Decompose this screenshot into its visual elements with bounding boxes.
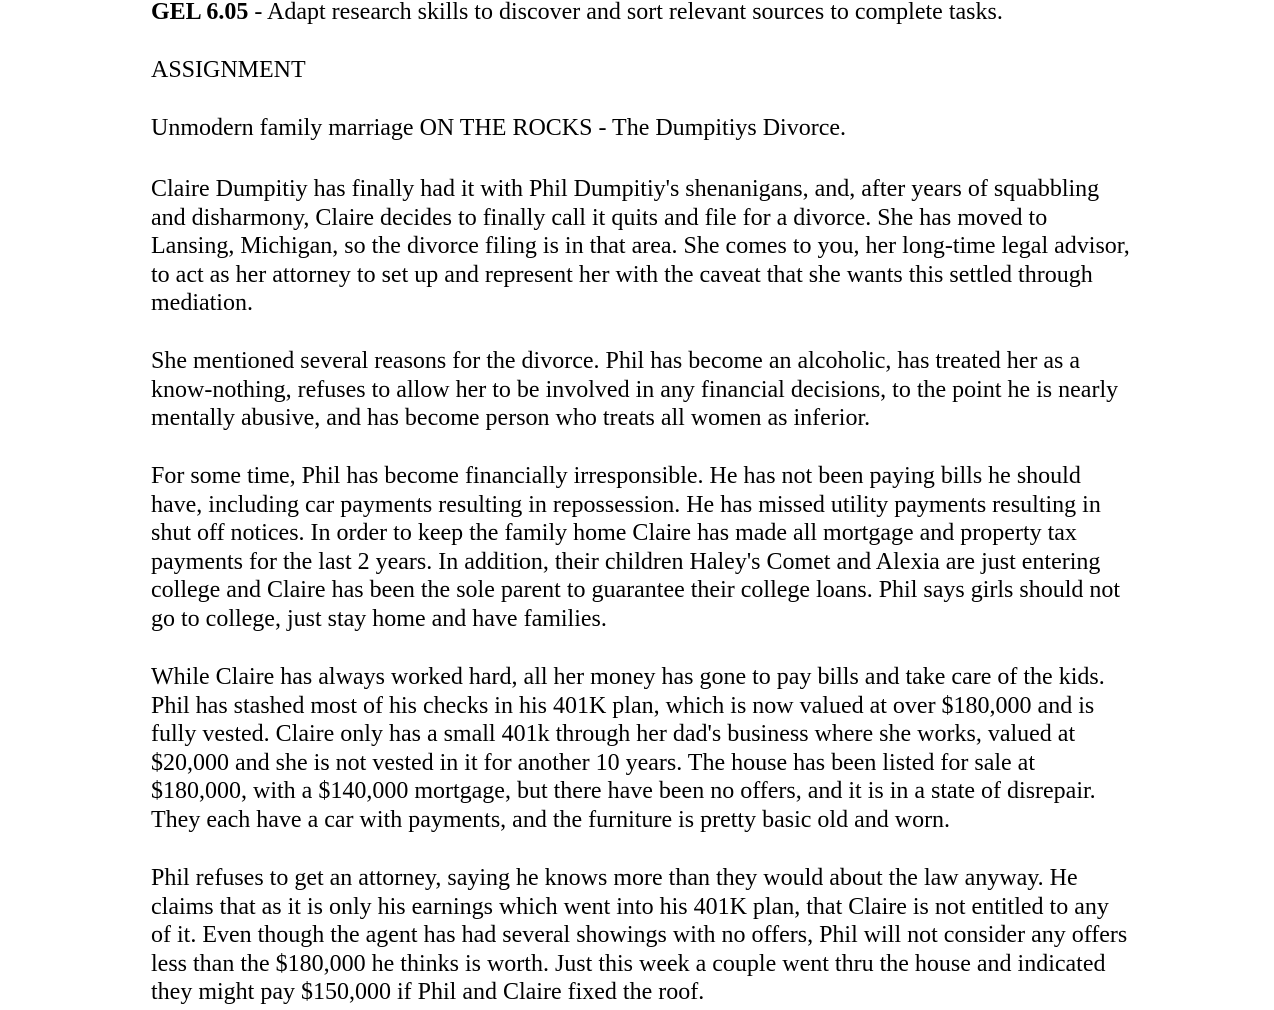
assignment-heading: ASSIGNMENT: [151, 57, 306, 83]
paragraph-reasons: She mentioned several reasons for the divorce. Phil has become an alcoholic, has treated her as a know-nothing, refuses to allow her to be involved in any financial decisions, to the point he is nearly mentally abusive, and has become person who treats all women as inferior.: [151, 348, 1119, 431]
learning-outcome-line: [151, 0, 1003, 27]
outcome-description: Adapt research skills to discover and sort relevant sources to complete tasks.: [267, 0, 1003, 25]
outcome-code: GEL 6.05: [151, 0, 249, 25]
paragraph-assets: While Claire has always worked hard, all her money has gone to pay bills and take care of the kids. Phil has stashed most of his checks in his 401K plan, which is now valued at over $180,000 and is fully vested. Claire only has a small 401k through her dad's business where she works, valued at $20,000 and she is not vested in it for another 10 years. The house has been listed for sale at $180,000, with a $140,000 mortgage, but there have been no offers, and it is in a state of disrepair. They each have a car with payments, and the furniture is pretty basic old and worn.: [151, 664, 1105, 833]
case-title: Unmodern family marriage ON THE ROCKS - The Dumpitiys Divorce.: [151, 115, 846, 141]
paragraph-phil-position: Phil refuses to get an attorney, saying he knows more than they would about the law anyway. He claims that as it is only his earnings which went into his 401K plan, that Claire is not entitled to any of it. Even though the agent has had several showings with no offers, Phil will not consider any offers less than the $180,000 he thinks is worth. Just this week a couple went thru the house and indicated they might pay $150,000 if Phil and Claire fixed the roof.: [151, 865, 1128, 1005]
paragraph-background: Claire Dumpitiy has finally had it with Phil Dumpitiy's shenanigans, and, after years of squabbling and disharmony, Claire decides to finally call it quits and file for a divorce. She has moved to Lansing, Michigan, so the divorce filing is in that area. She comes to you, her long-time legal advisor, to act as her attorney to set up and represent her with the caveat that she wants this settled through mediation.: [151, 176, 1130, 316]
outcome-separator: -: [248, 0, 268, 25]
paragraph-finances: For some time, Phil has become financially irresponsible. He has not been paying bills he should have, including car payments resulting in repossession. He has missed utility payments resulting in shut off notices. In order to keep the family home Claire has made all mortgage and property tax payments for the last 2 years. In addition, their children Haley's Comet and Alexia are just entering college and Claire has been the sole parent to guarantee their college loans. Phil says girls should not go to college, just stay home and have families.: [151, 463, 1121, 632]
